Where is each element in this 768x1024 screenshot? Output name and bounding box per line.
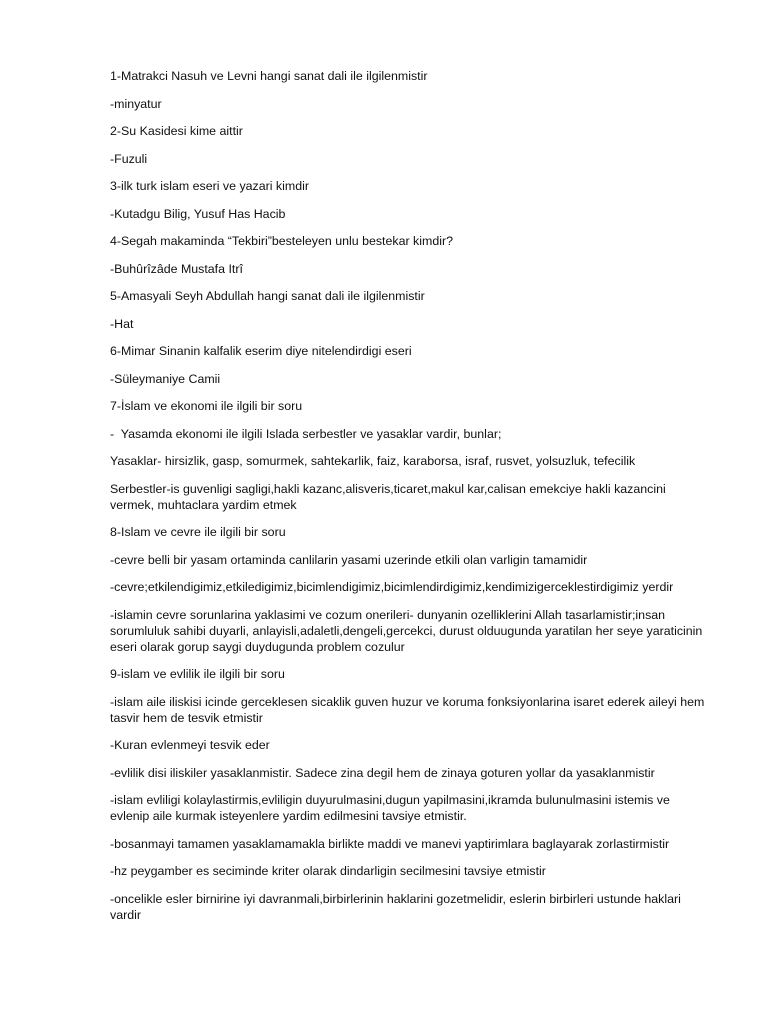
question-3: 3-ilk turk islam eseri ve yazari kimdir [110,179,309,193]
question-1: 1-Matrakci Nasuh ve Levni hangi sanat dali ile ilgilenmistir [110,69,428,83]
answer-8-environment: -cevre;etkilendigimiz,etkiledigimiz,bicimlendigimiz,bicimlendirdigimiz,kendimizigerceklestirdigimiz yerdir [110,580,674,594]
answer-6: -Süleymaniye Camii [110,371,221,386]
answer-5: -Hat [110,316,134,331]
answer-9-family: -islam aile iliskisi icinde gerceklesen sicaklik guven huzur ve koruma fonksiyonlarina isaret ederek aileyi hem tasvir hem de tesvik etmistir [110,694,708,725]
question-2: 2-Su Kasidesi kime aittir [110,124,243,138]
answer-9-prohibited: -evlilik disi iliskiler yasaklanmistir. Sadece zina degil hem de zinaya goturen yollar da yasaklanmistir [110,765,655,780]
answer-4: -Buhûrîzâde Mustafa Itrî [110,261,243,276]
answer-3: -Kutadgu Bilig, Yusuf Has Hacib [110,206,286,221]
answer-9-divorce: -bosanmayi tamamen yasaklamamakla birlikte maddi ve manevi yaptirimlara baglayarak zorlastirmistir [110,836,670,851]
answer-9-spouse-choice: -hz peygamber es seciminde kriter olarak dindarligin secilmesini tavsiye etmistir [110,864,546,878]
answer-8-solutions: -islamin cevre sorunlarina yaklasimi ve cozum onerileri- dunyanin ozelliklerini Allah tasarlamistir;insan sorumluluk sahibi duyarli, anlayisli,adaletli,dengeli,gercekci, durust olduugunda yaratilan her seye yaraticinin eseri olarak gorup saygi duydugunda problem cozulur [110,607,706,654]
answer-7-intro: - Yasamda ekonomi ile ilgili Islada serbestler ve yasaklar vardir, bunlar; [110,426,502,441]
question-6: 6-Mimar Sinanin kalfalik eserim diye nitelendirdigi eseri [110,344,412,358]
question-7: 7-İslam ve ekonomi ile ilgili bir soru [110,399,303,413]
question-4: 4-Segah makaminda “Tekbiri”besteleyen unlu bestekar kimdir? [110,234,453,248]
answer-7-permissions: Serbestler-is guvenligi sagligi,hakli kazanc,alisveris,ticaret,makul kar,calisan emekciye hakli kazancini vermek, muhtaclara yardim etmek [110,481,670,512]
question-9: 9-islam ve evlilik ile ilgili bir soru [110,667,285,681]
answer-8-definition: -cevre belli bir yasam ortaminda canlilarin yasami uzerinde etkili olan varligin tamamidir [110,552,588,567]
answer-9-ease: -islam evliligi kolaylastirmis,evliligin duyurulmasini,dugun yapilmasini,ikramda bulunulmasini istemis ve evlenip aile kurmak isteyenlere yardim edilmesini tavsiye etmistir. [110,793,674,823]
question-5: 5-Amasyali Seyh Abdullah hangi sanat dali ile ilgilenmistir [110,289,425,303]
question-8: 8-Islam ve cevre ile ilgili bir soru [110,525,286,539]
document-page [110,68,710,934]
answer-1: -minyatur [110,96,162,111]
answer-7-prohibitions: Yasaklar- hirsizlik, gasp, somurmek, sahtekarlik, faiz, karaborsa, israf, rusvet, yolsuzluk, tefecilik [110,454,636,468]
answer-9-quran: -Kuran evlenmeyi tesvik eder [110,738,270,752]
answer-2: -Fuzuli [110,151,148,166]
answer-9-rights: -oncelikle esler birnirine iyi davranmali,birbirlerinin haklarini gozetmelidir, eslerin birbirleri ustunde haklari vardir [110,891,685,922]
